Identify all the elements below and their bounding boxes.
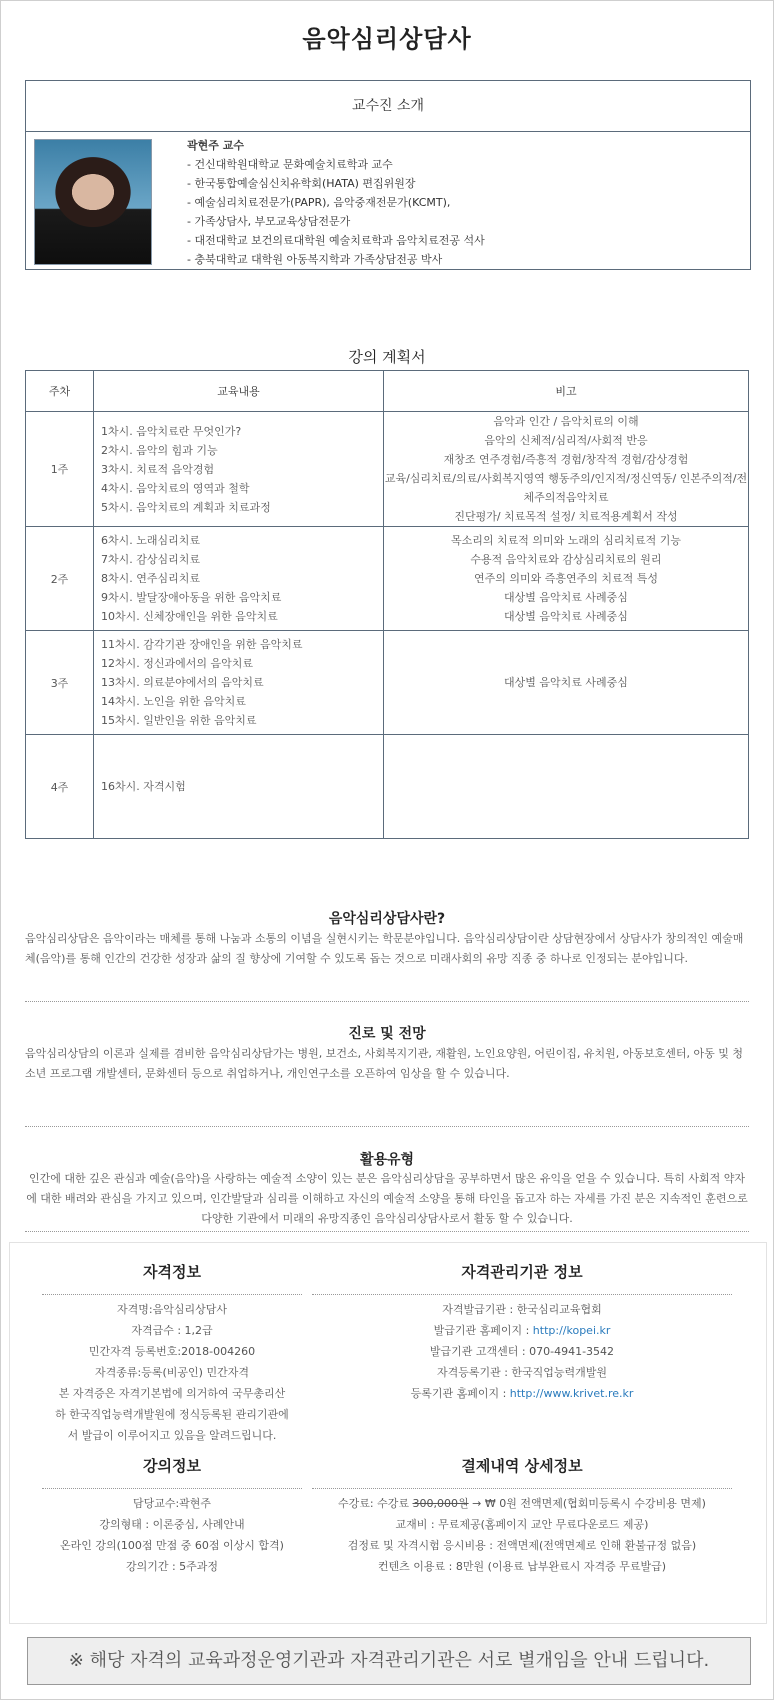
professor-header: 교수진 소개 xyxy=(26,81,750,132)
issuer-line: 자격발급기관 : 한국심리교육협회 xyxy=(442,1303,602,1316)
registrar-homepage-link[interactable]: http://www.krivet.re.kr xyxy=(509,1387,634,1400)
note-item: 목소리의 치료적 의미와 노래의 심리치료적 기능 xyxy=(450,534,681,547)
plan-title: 강의 계획서 xyxy=(348,348,426,366)
career-title: 진로 및 전망 xyxy=(348,1026,426,1042)
cert-info-line: 본 자격증은 자격기본법에 의거하여 국무총리산 xyxy=(58,1387,286,1400)
session-item: 7차시. 감상심리치료 xyxy=(101,553,200,566)
note-cell xyxy=(384,412,749,527)
content-cell xyxy=(94,527,384,631)
professor-photo xyxy=(34,139,152,265)
note-cell xyxy=(384,631,749,735)
fee-prefix: 수강료: 수강료 xyxy=(338,1497,413,1510)
registrar-line: 자격등록기관 : 한국직업능력개발원 xyxy=(436,1366,608,1379)
contact-line: 발급기관 고객센터 : 070-4941-3542 xyxy=(429,1345,615,1358)
lecture-info-line: 온라인 강의(100점 만점 중 60점 이상시 합격) xyxy=(60,1539,284,1552)
table-row xyxy=(26,631,749,735)
header-note: 비고 xyxy=(384,371,749,412)
usage-text: 인간에 대한 깊은 관심과 예술(음악)을 사랑하는 예술적 소양이 있는 분은 음악심리상담을 공부하면서 많은 유익을 얻을 수 있습니다. 특히 사회적 약자에 대한 배려와 관심을 가지고 있으며, 인간발달과 심리를 이해하고 자신의 예술적 소양을 통해 타인을 돕고자 하는 자세를 가진 분은 지속적인 훈련으로 다양한 기관에서 미래의 유망직종인 음악심리상담사로서 활동 할 수 있습니다. xyxy=(26,1172,748,1225)
week-cell: 3주 xyxy=(26,631,94,735)
divider xyxy=(25,1126,749,1127)
note-item: 대상별 음악치료 사례중심 xyxy=(504,591,628,604)
content-cell xyxy=(94,735,384,839)
fee-line xyxy=(300,1493,744,1514)
session-item: 2차시. 음악의 힘과 기능 xyxy=(101,443,218,457)
info-panel xyxy=(9,1242,767,1624)
session-item: 8차시. 연주심리치료 xyxy=(101,572,200,585)
session-item: 16차시. 자격시험 xyxy=(101,780,186,793)
fee-rest: → ₩ 0원 전액면제(협회미등록시 수강비용 면제) xyxy=(468,1497,706,1510)
professor-info xyxy=(187,136,485,269)
session-item: 13차시. 의료분야에서의 음악치료 xyxy=(101,676,264,689)
professor-career-line: - 가족상담사, 부모교육상담전문가 xyxy=(187,215,351,228)
cert-info-line: 자격명:음악심리상담사 xyxy=(117,1303,227,1316)
issuer-homepage-line xyxy=(312,1320,732,1341)
session-item: 5차시. 음악치료의 계획과 치료과정 xyxy=(101,500,271,514)
note-item: 음악과 인간 / 음악치료의 이해 xyxy=(493,415,639,428)
note-cell xyxy=(384,735,749,839)
plan-table xyxy=(25,370,749,839)
fee-original-price: 300,000원 xyxy=(412,1497,469,1510)
note-item: 음악의 신체적/심리적/사회적 반응 xyxy=(484,434,648,447)
note-item: 대상별 음악치료 사례중심 xyxy=(504,676,628,689)
divider xyxy=(25,1001,749,1002)
session-item: 15차시. 일반인을 위한 음악치료 xyxy=(101,714,257,727)
registrar-homepage-line xyxy=(312,1383,732,1404)
lecture-info-body xyxy=(12,1493,332,1577)
note-item: 수용적 음악치료와 감상심리치료의 원리 xyxy=(470,553,662,566)
notice-box: ※ 해당 자격의 교육과정운영기관과 자격관리기관은 서로 별개임을 안내 드립니다. xyxy=(27,1637,751,1685)
session-item: 1차시. 음악치료란 무엇인가? xyxy=(101,424,242,438)
professor-name: 곽현주 교수 xyxy=(187,139,244,152)
header-week: 주차 xyxy=(26,371,94,412)
header-content: 교육내용 xyxy=(94,371,384,412)
issuer-homepage-label: 발급기관 홈페이지 : xyxy=(433,1324,533,1337)
lecture-info-line: 강의기간 : 5주과정 xyxy=(125,1560,219,1573)
professor-section xyxy=(25,80,751,270)
professor-career-line: - 건신대학원대학교 문화예술치료학과 교수 xyxy=(187,158,393,171)
note-item: 대상별 음악치료 사례중심 xyxy=(504,610,628,623)
cert-info-body xyxy=(12,1299,332,1446)
cert-info-line: 자격급수 : 1,2급 xyxy=(131,1324,213,1337)
note-item: 교육/심리치료/의료/사회복지영역 행동주의/인지적/정신역동/ 인본주의적/전체주의적음악치료 xyxy=(384,472,748,504)
professor-career-line: - 한국통합예술심신치유학회(HATA) 편집위원장 xyxy=(187,177,416,190)
content-cell xyxy=(94,631,384,735)
session-item: 9차시. 발달장애아동을 위한 음악치료 xyxy=(101,591,282,604)
session-item: 10차시. 신체장애인을 위한 음악치료 xyxy=(101,610,278,623)
payment-info-title: 결제내역 상세정보 xyxy=(312,1455,732,1489)
week-cell: 4주 xyxy=(26,735,94,839)
payment-line: 교재비 : 무료제공(홈페이지 교안 무료다운로드 제공) xyxy=(395,1518,649,1531)
issuer-homepage-link[interactable]: http://kopei.kr xyxy=(532,1324,611,1337)
cert-info-title: 자격정보 xyxy=(42,1261,302,1295)
payment-info-body xyxy=(300,1493,744,1577)
usage-title: 활용유형 xyxy=(359,1152,415,1168)
note-item: 재창조 연주경험/즉흥적 경험/창작적 경험/감상경험 xyxy=(443,453,689,466)
payment-line: 컨텐츠 이용료 : 8만원 (이용료 납부완료시 자격증 무료발급) xyxy=(377,1560,667,1573)
cert-info-line: 민간자격 등록번호:2018-004260 xyxy=(88,1345,256,1358)
cert-info-line: 자격종류:등록(비공인) 민간자격 xyxy=(95,1366,249,1379)
professor-career-line: - 예술심리치료전문가(PAPR), 음악중재전문가(KCMT), xyxy=(187,196,451,209)
note-cell xyxy=(384,527,749,631)
session-item: 3차시. 치료적 음악경험 xyxy=(101,462,215,476)
session-item: 4차시. 음악치료의 영역과 철학 xyxy=(101,481,250,495)
lecture-info-line: 담당교수:곽현주 xyxy=(132,1497,212,1510)
about-text: 음악심리상담은 음악이라는 매체를 통해 나눔과 소통의 이념을 실현시키는 학문분야입니다. 음악심리상담이란 상담현장에서 상담사가 창의적인 예술매체(음악)를 통해 인간의 건강한 성장과 삶의 질 향상에 기여할 수 있도록 돕는 것으로 미래사회의 유망 직종 중 하나로 인정되는 분야입니다. xyxy=(25,932,744,965)
plan-header-row xyxy=(26,371,749,412)
table-row xyxy=(26,412,749,527)
table-row xyxy=(26,735,749,839)
career-text: 음악심리상담의 이론과 실제를 겸비한 음악심리상담가는 병원, 보건소, 사회복지기관, 재활원, 노인요양원, 어린이집, 유치원, 아동보호센터, 아동 및 청소년 프로그램 개발센터, 문화센터 등으로 취업하거나, 개인연구소를 오픈하여 임상을 할 수 있습니다. xyxy=(25,1047,743,1080)
session-item: 11차시. 감각기관 장애인을 위한 음악치료 xyxy=(101,638,303,651)
lecture-info-title: 강의정보 xyxy=(42,1455,302,1489)
registrar-homepage-label: 등록기관 홈페이지 : xyxy=(410,1387,510,1400)
about-title: 음악심리상담사란? xyxy=(328,911,446,927)
professor-career-line: - 대전대학교 보건의료대학원 예술치료학과 음악치료전공 석사 xyxy=(187,234,485,247)
page-title: 음악심리상담사 xyxy=(302,25,472,53)
agency-info-body xyxy=(312,1299,732,1404)
content-cell xyxy=(94,412,384,527)
session-item: 14차시. 노인을 위한 음악치료 xyxy=(101,695,246,708)
note-item: 진단평가/ 치료목적 설정/ 치료적용계획서 작성 xyxy=(454,510,678,523)
payment-line: 검정료 및 자격시험 응시비용 : 전액면제(전액면제로 인해 환불규정 없음) xyxy=(347,1539,697,1552)
session-item: 12차시. 정신과에서의 음악치료 xyxy=(101,657,253,670)
session-item: 6차시. 노래심리치료 xyxy=(101,534,200,547)
cert-info-line: 하 한국직업능력개발원에 정식등록된 관리기관에 xyxy=(55,1408,289,1421)
week-cell: 1주 xyxy=(26,412,94,527)
agency-info-title: 자격관리기관 정보 xyxy=(312,1261,732,1295)
cert-info-line: 서 발급이 이루어지고 있음을 알려드립니다. xyxy=(67,1429,277,1442)
lecture-info-line: 강의형태 : 이론중심, 사례안내 xyxy=(99,1518,245,1531)
divider xyxy=(25,1231,749,1232)
note-item: 연주의 의미와 즉흥연주의 치료적 특성 xyxy=(473,572,658,585)
table-row xyxy=(26,527,749,631)
week-cell: 2주 xyxy=(26,527,94,631)
professor-career-line: - 충북대학교 대학원 아동복지학과 가족상담전공 박사 xyxy=(187,253,443,266)
